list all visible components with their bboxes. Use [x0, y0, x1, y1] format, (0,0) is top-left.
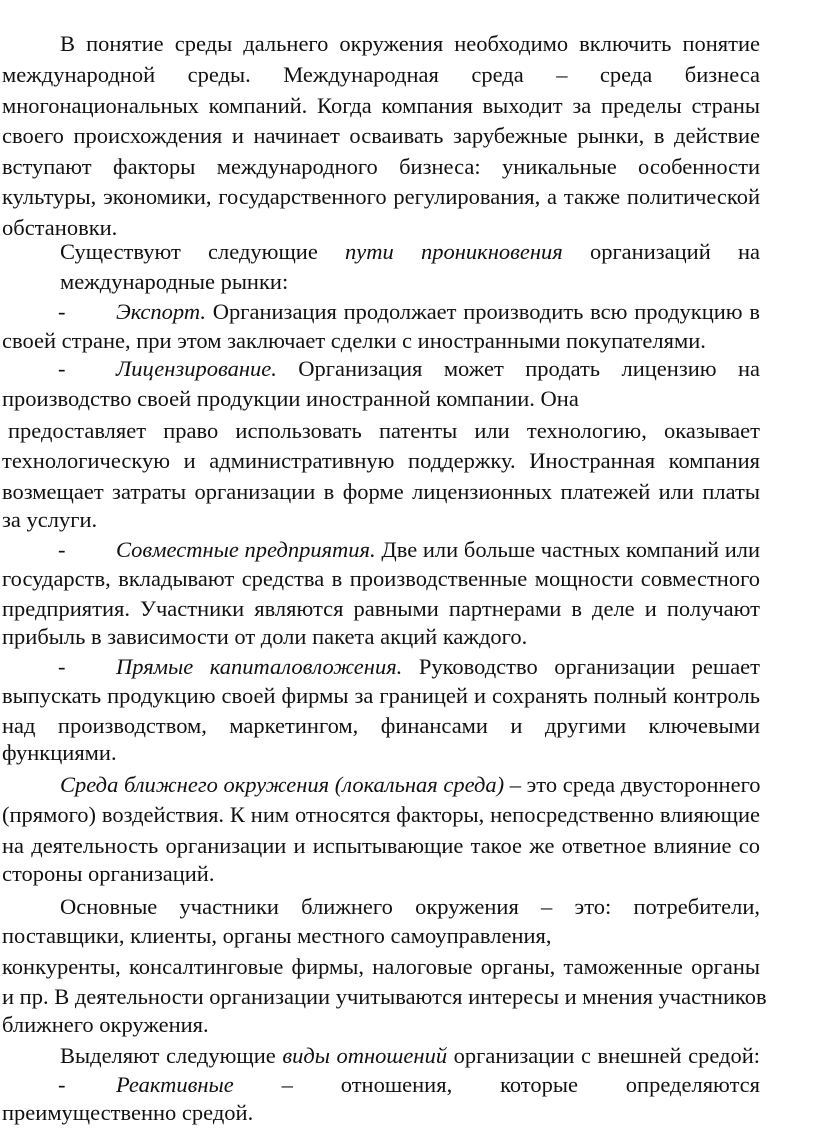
- list-dash: -: [58, 1072, 66, 1097]
- text-run: Руководство организации решает: [418, 654, 761, 679]
- italic-term: виды отношений: [282, 1043, 448, 1068]
- text-run: организаций на: [589, 239, 760, 264]
- text-line: своей стране, при этом заключает сделки с иностранными покупателями.: [2, 328, 706, 353]
- text-line: предоставляет право использовать патенты или технологию, оказывает: [8, 418, 760, 443]
- text-line: [60, 236, 760, 268]
- text-line: прибыль в зависимости от доли пакета акций каждого.: [2, 624, 528, 649]
- text-line: преимущественно средой.: [2, 1100, 254, 1125]
- list-dash: -: [58, 356, 66, 381]
- text-line: В понятие среды дальнего окружения необходимо включить понятие: [60, 31, 760, 56]
- text-run: Организация продолжает производить всю продукцию в: [212, 299, 760, 324]
- text-line: [60, 1040, 760, 1072]
- text-line: производство своей продукции иностранной компании. Она: [2, 386, 579, 411]
- text-line: конкуренты, консалтинговые фирмы, налоговые органы, таможенные органы: [2, 954, 760, 979]
- text-run: – отношения, которые определяются: [281, 1072, 761, 1097]
- italic-term: Среда ближнего окружения (локальная среда) –: [60, 772, 522, 797]
- text-line: за услуги.: [2, 507, 98, 532]
- text-run: это среда двустороннего: [526, 772, 761, 797]
- italic-term: Прямые капиталовложения.: [116, 654, 403, 679]
- text-line: на деятельность организации и испытывающие такое же ответное влияние со: [2, 833, 760, 858]
- italic-term: пути проникновения: [345, 239, 563, 264]
- text-line: поставщики, клиенты, органы местного самоуправления,: [2, 923, 552, 948]
- text-line: культуры, экономики, государственного регулирования, а также политической: [2, 184, 760, 209]
- italic-term: Экспорт.: [116, 299, 206, 324]
- text-run: Существуют следующие: [60, 239, 318, 264]
- text-run: организации с внешней средой:: [453, 1043, 761, 1068]
- text-line: предприятия. Участники являются равными партнерами в деле и получают: [2, 596, 760, 621]
- text-line: выпускать продукцию своей фирмы за границей и сохранять полный контроль: [2, 683, 760, 708]
- text-run: Выделяют следующие: [60, 1043, 276, 1068]
- text-run: Две или больше частных компаний или: [381, 537, 761, 562]
- text-line: обстановки.: [2, 215, 118, 240]
- text-line: [116, 534, 760, 566]
- text-line: технологическую и административную поддержку. Иностранная компания: [2, 448, 760, 473]
- text-line: своего происхождения и начинает осваивать зарубежные рынки, в действие: [2, 123, 760, 148]
- text-run: Организация может продать лицензию на: [298, 356, 760, 381]
- text-line: стороны организаций.: [2, 861, 215, 886]
- text-line: возмещает затраты организации в форме лицензионных платежей или платы: [2, 479, 760, 504]
- text-line: над производством, маркетингом, финансами и другими ключевыми: [2, 713, 760, 738]
- text-line: Основные участники ближнего окружения – это: потребители,: [60, 894, 760, 919]
- text-line: функциями.: [2, 740, 117, 765]
- italic-term: Совместные предприятия.: [116, 537, 376, 562]
- text-line: международной среды. Международная среда – среда бизнеса: [2, 62, 760, 87]
- list-dash: -: [58, 654, 66, 679]
- italic-term: Реактивные: [116, 1072, 234, 1097]
- text-line: международные рынки:: [60, 269, 289, 294]
- text-line: (прямого) воздействия. К ним относятся факторы, непосредственно влияющие: [2, 802, 760, 827]
- text-line: вступают факторы международного бизнеса: уникальные особенности: [2, 154, 760, 179]
- list-dash: -: [58, 299, 66, 324]
- text-line: государств, вкладывают средства в производственные мощности совместного: [2, 566, 760, 591]
- italic-term: Лицензирование.: [116, 356, 277, 381]
- text-line: ближнего окружения.: [2, 1012, 209, 1037]
- text-line: [60, 769, 760, 801]
- text-line: многонациональных компаний. Когда компания выходит за пределы страны: [2, 93, 760, 118]
- list-dash: -: [58, 537, 66, 562]
- text-line: [116, 353, 760, 385]
- text-line: [116, 296, 760, 328]
- text-line: [116, 651, 760, 683]
- text-line: и пр. В деятельности организации учитываются интересы и мнения участников: [2, 984, 767, 1009]
